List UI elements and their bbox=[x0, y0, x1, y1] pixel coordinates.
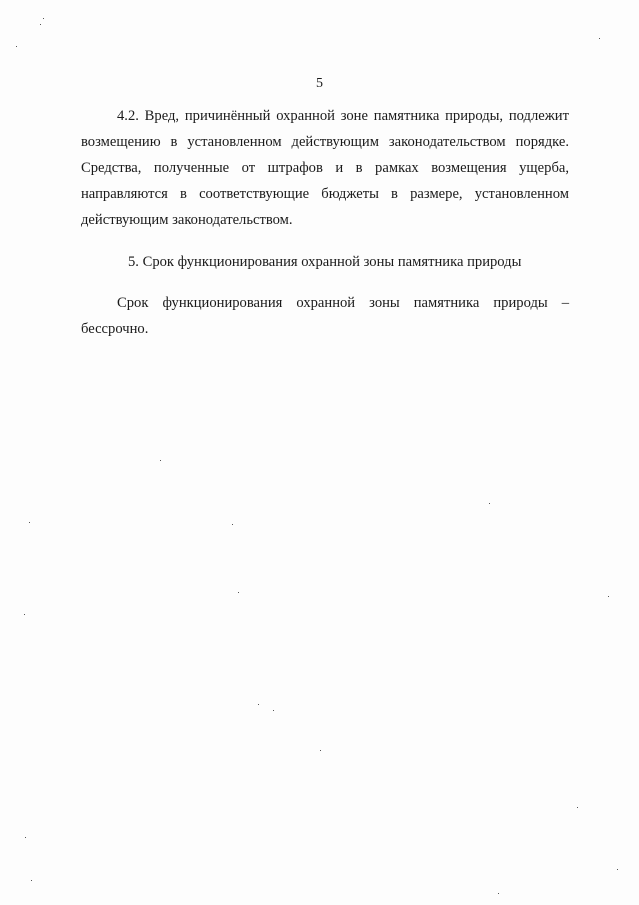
paragraph-line: возмещению в установленном действующим законодательством порядке. bbox=[81, 134, 569, 150]
scan-speck bbox=[43, 18, 44, 19]
scan-speck bbox=[24, 614, 25, 615]
scan-speck bbox=[16, 46, 17, 47]
scan-speck bbox=[273, 710, 274, 711]
scan-speck bbox=[577, 807, 578, 808]
scan-speck bbox=[617, 869, 618, 870]
scan-speck bbox=[599, 38, 600, 39]
scan-speck bbox=[160, 460, 161, 461]
paragraph-line: Средства, полученные от штрафов и в рамках возмещения ущерба, bbox=[81, 160, 569, 176]
section-5-heading: 5. Срок функционирования охранной зоны памятника природы bbox=[128, 254, 522, 270]
scan-speck bbox=[232, 524, 233, 525]
paragraph-line: направляются в соответствующие бюджеты в размере, установленном bbox=[81, 186, 569, 202]
scan-speck bbox=[608, 596, 609, 597]
paragraph-line: Срок функционирования охранной зоны памятника природы – bbox=[117, 295, 569, 311]
paragraph-line: бессрочно. bbox=[81, 321, 149, 337]
scan-speck bbox=[320, 750, 321, 751]
scan-speck bbox=[238, 592, 239, 593]
paragraph-line: 4.2. Вред, причинённый охранной зоне памятника природы, подлежит bbox=[117, 108, 569, 124]
paragraph-4-2 bbox=[81, 103, 569, 233]
scan-speck bbox=[31, 880, 32, 881]
scan-speck bbox=[498, 893, 499, 894]
page-number: 5 bbox=[316, 76, 323, 91]
scan-speck bbox=[25, 837, 26, 838]
paragraph-line: действующим законодательством. bbox=[81, 212, 293, 228]
section-5-paragraph bbox=[81, 290, 569, 342]
scan-speck bbox=[40, 24, 41, 25]
scan-speck bbox=[258, 704, 259, 705]
scan-speck bbox=[29, 522, 30, 523]
scan-speck bbox=[489, 503, 490, 504]
